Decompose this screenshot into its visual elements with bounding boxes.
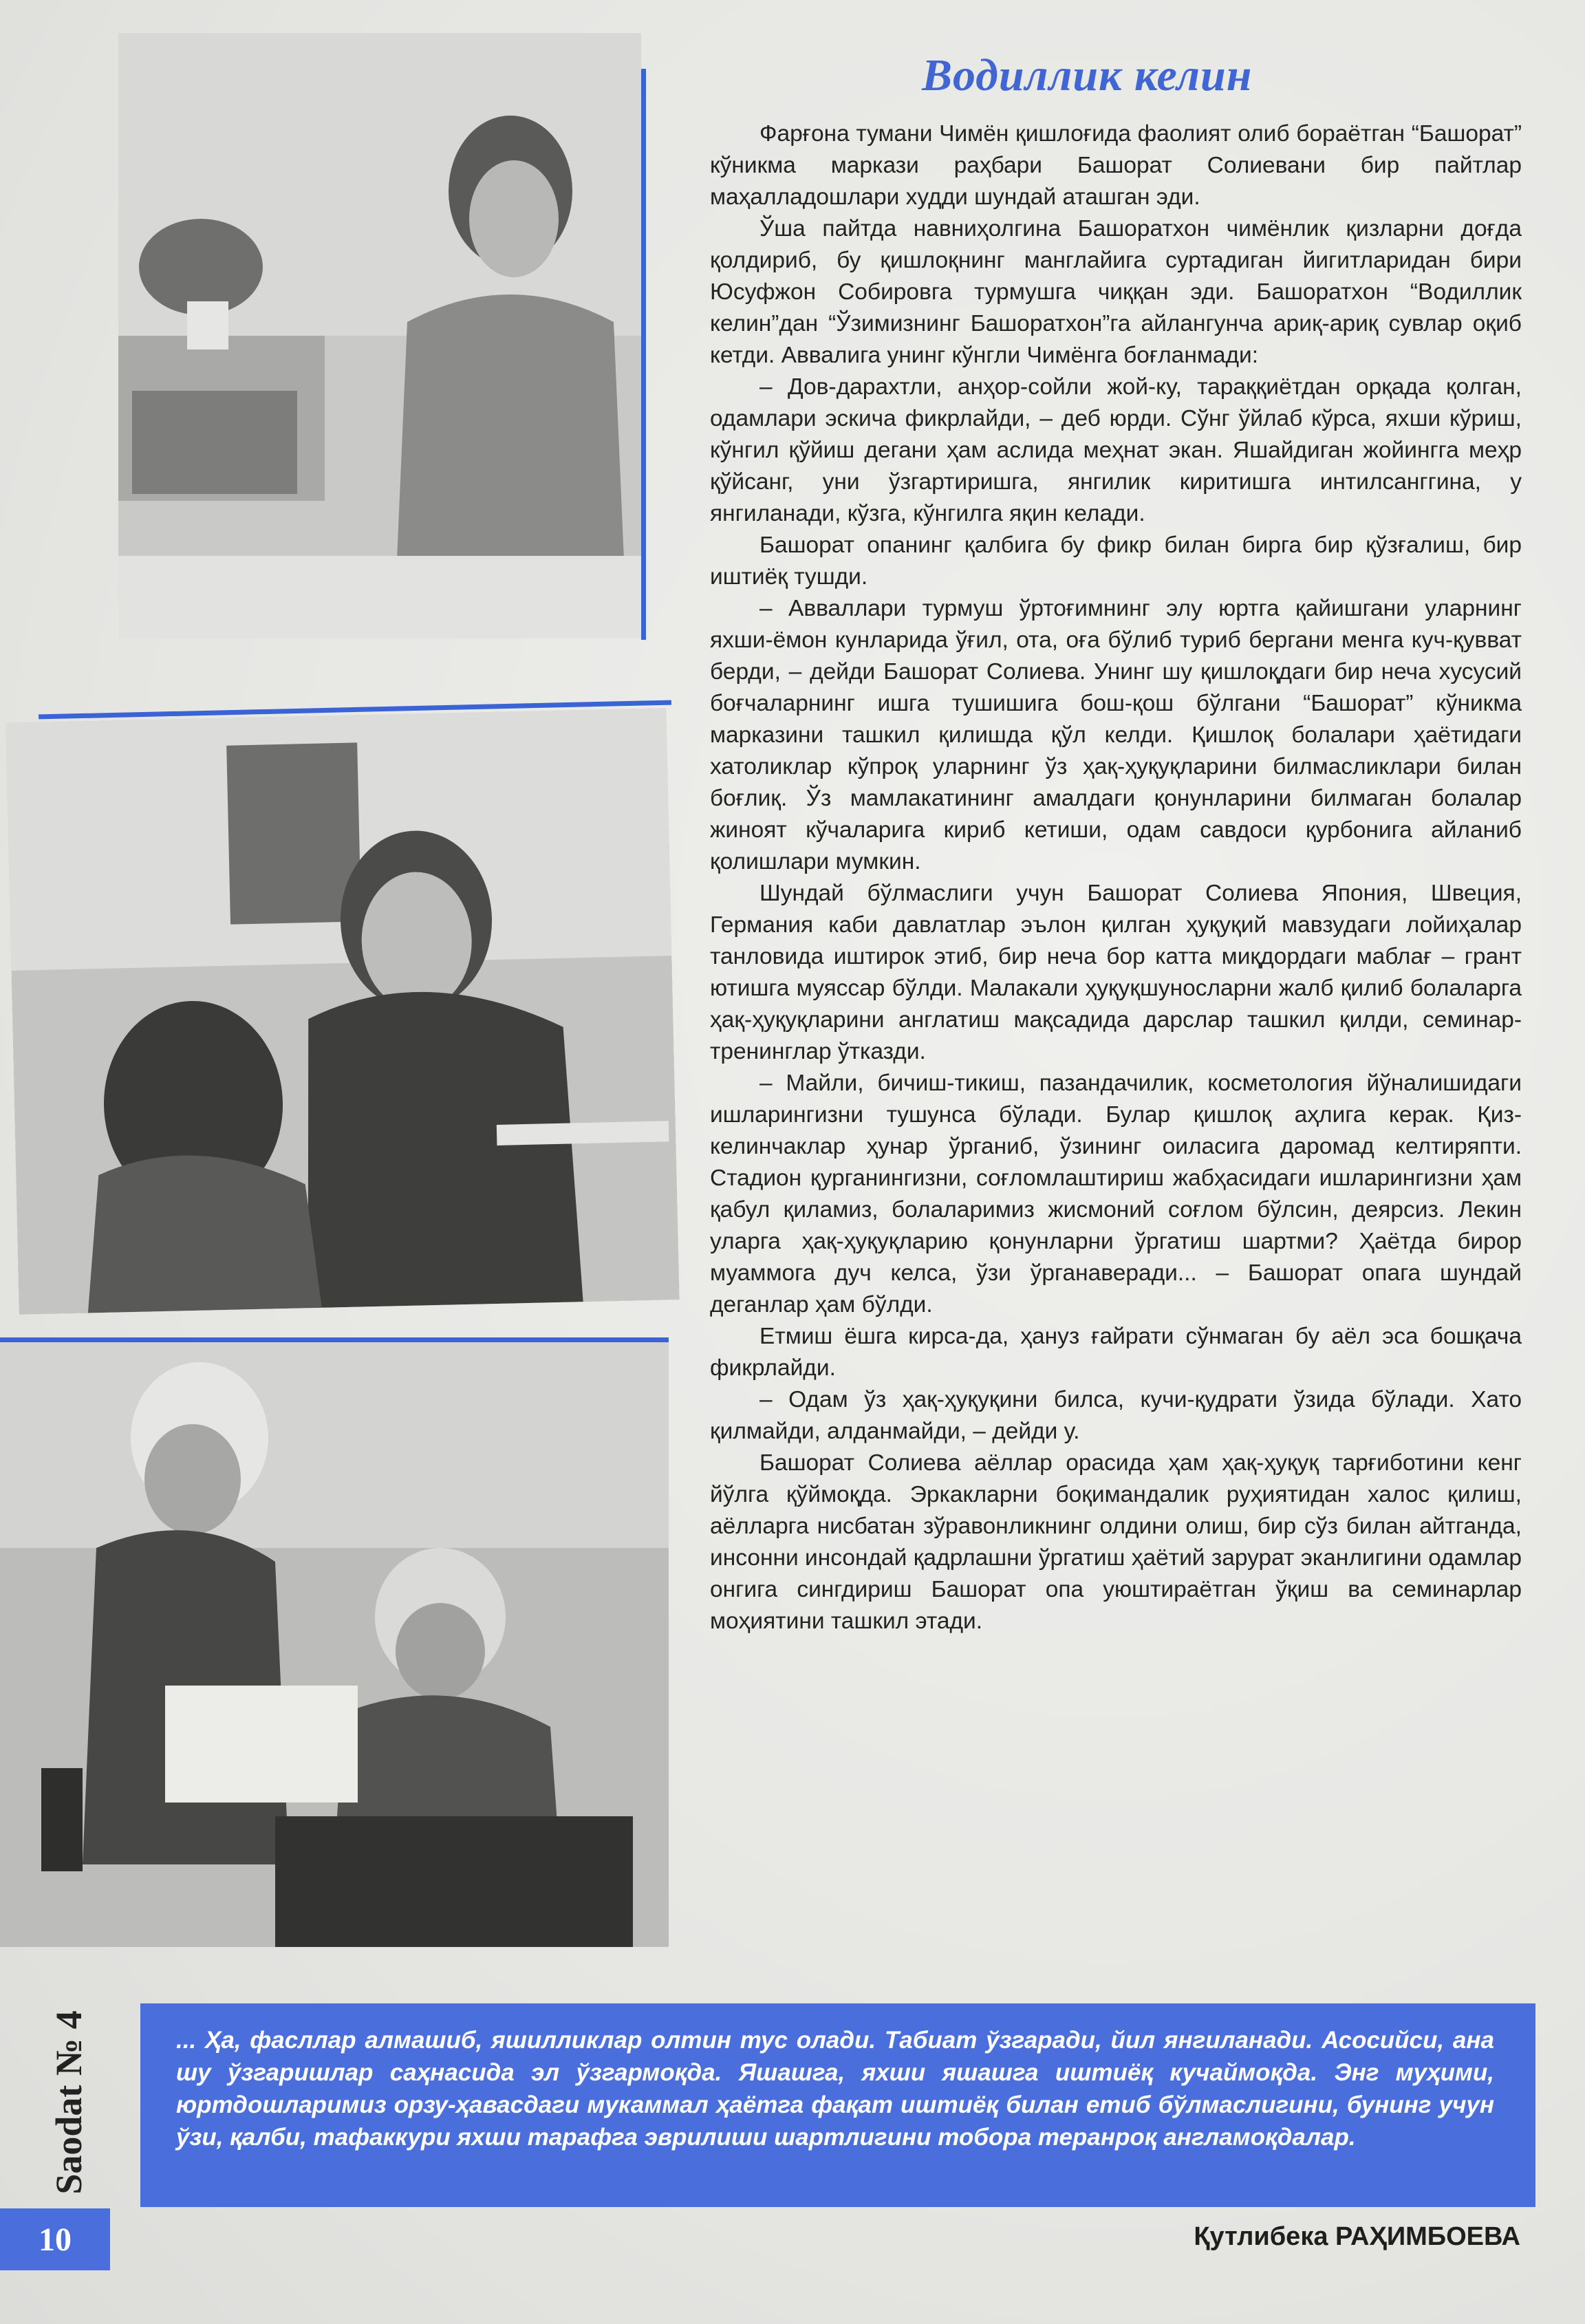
article-title: Водиллик келин xyxy=(922,50,1253,100)
article-paragraph: – Майли, бичиш-тикиш, пазандачилик, косметология йўналишидаги ишларингизни тушунса бўлади. Булар қишлоқ аҳлига керак. Қиз-келинчаклар ҳунар ўрганиб, ўзининг оиласига даромад келтиряпти. Стадион қурганингизни, соғломлаштириш жабҳасидаги ишларингизни ҳам қабул қиламиз, болаларимиз жисмоний соғлом бўлсин, деярсиз. Лекин уларга ҳақ-ҳуқуқларию қонунларни ўргатиш шартми? Ҳаётда бирор муаммога дуч келса, ўзи ўрганаверади... – Башорат опага шундай деганлар ҳам бўлди. xyxy=(710,1070,1522,1317)
photo-hairdresser-image xyxy=(6,708,679,1315)
article-paragraph: – Дов-дарахтли, анҳор-сойли жой-ку, тараққиётдан орқада қолган, одамлари эскича фикрлайди, – деб юрди. Сўнг ўйлаб кўрса, яхши кўриш, кўнгил қўйиш дегани ҳам аслида меҳнат экан. Яшайдиган жойингга меҳр қўйсанг, уни ўзгартиришга, янгилик киритишга интилсанггина, у янгиланади, кўзга, кўнгилга яқин келади. xyxy=(710,374,1522,526)
photo-sewing-workshop xyxy=(0,1342,669,1947)
photo-sewing-workshop-image xyxy=(0,1342,669,1947)
article-paragraph: Башорат опанинг қалбига бу фикр билан бирга бир қўзғалиш, бир иштиёқ тушди. xyxy=(710,532,1522,590)
photo-woman-portrait xyxy=(118,33,641,638)
photo-hairdresser xyxy=(6,708,679,1315)
issue-label xyxy=(34,1992,103,2213)
article-paragraph: Фарғона тумани Чимён қишлоғида фаолият олиб бораётган “Башорат” кўникма маркази раҳбари Башорат Солиевани бир пайтлар маҳалладошлари худди шундай аташган эди. xyxy=(710,121,1522,210)
article-paragraph: Шундай бўлмаслиги учун Башорат Солиева Япония, Швеция, Германия каби давлатлар эълон қилган ҳуқуқий мавзудаги лойиҳалар танловида иштирок этиб, бир неча бор катта миқдордаги маблағ – грант ютишга муяссар бўлди. Малакали ҳуқуқшуносларни жалб қилиб болаларга ҳақ-ҳуқуқларини англатиш мақсадида дарслар ташкил қилди, семинар-тренинглар ўтказди. xyxy=(710,881,1522,1064)
photo-border-line xyxy=(641,69,646,640)
article-paragraph: – Авваллари турмуш ўртоғимнинг элу юртга қайишгани уларнинг яхши-ёмон кунларида ўғил, ота, оға бўлиб туриб бергани менга куч-қувват берди, – дейди Башорат Солиева. Унинг шу қишлоқдаги бир неча хусусий боғчаларнинг ишга тушишига бош-қош бўлгани “Башорат” кўникма марказини ташкил қилишда қўл келди. Қишлоқ болалари ҳаётидаги хатоликлар кўпроқ уларнинг ўз ҳақ-ҳуқуқларини билмасликлари билан боғлиқ. Ўз мамлакатининг амалдаги қонунларини билмаган болалар жиноят кўчаларига кириб кетиши, одам савдоси қурбонига айланиб қолишлари мумкин. xyxy=(710,596,1522,874)
page-number: 10 xyxy=(0,2208,110,2270)
article-paragraph: Башорат Солиева аёллар орасида ҳам ҳақ-ҳуқуқ тарғиботини кенг йўлга қўймоқда. Эркакларни боқимандалик руҳиятидан халос қилиш, аёлларга нисбатан зўравонликнинг олдини олиш, бир сўз билан айтганда, инсонни инсондай қадрлашни ўргатиш ҳаётий зарурат эканлигини одамлар онгига сингдириш Башорат опа уюштираётган ўқиш ва семинарлар моҳиятини ташкил этади. xyxy=(710,1450,1522,1634)
issue-label-text: Saodat № 4 xyxy=(48,2010,89,2195)
article-body xyxy=(710,118,1522,1990)
article-paragraph: – Одам ўз ҳақ-ҳуқуқини билса, кучи-қудрати ўзида бўлади. Хато қилмайди, алданмайди, – дейди у. xyxy=(710,1387,1522,1444)
photo-border-line xyxy=(0,1337,669,1342)
pull-quote-text: ... Ҳа, фасллар алмашиб, яшилликлар олтин тус олади. Табиат ўзгаради, йил янгиланади. Асосийси, ана шу ўзгаришлар саҳнасида эл ўзгармоқда. Яшашга, яхши яшашга иштиёқ кучаймоқда. Энг муҳими, юртдошларимиз орзу-ҳавасдаги мукаммал ҳаётга фақат иштиёқ билан етиб бўлмаслигини, бунинг учун ўзи, қалби, тафаккури яхши тарафга эврилиши шартлигини тобора теранроқ англамоқдалар. xyxy=(176,2027,1494,2151)
pull-quote-box xyxy=(140,2003,1535,2207)
photo-woman-portrait-image xyxy=(118,33,641,638)
article-paragraph: Етмиш ёшга кирса-да, ҳануз ғайрати сўнмаган бу аёл эса бошқача фикрлайди. xyxy=(710,1324,1522,1381)
article-paragraph: Ўша пайтда навниҳолгина Башоратхон чимёнлик қизларни доғда қолдириб, бу қишлоқнинг манглайига суртадиган йигитларидан бири Юсуфжон Собировга турмушга чиққан эди. Башоратхон “Водиллик келин”дан “Ўзимизнинг Башоратхон”га айлангунча ариқ-ариқ сувлар оқиб кетди. Аввалига унинг кўнгли Чимёнга боғланмади: xyxy=(710,216,1522,368)
article-author: Қутлибека РАҲИМБОЕВА xyxy=(1194,2222,1520,2251)
